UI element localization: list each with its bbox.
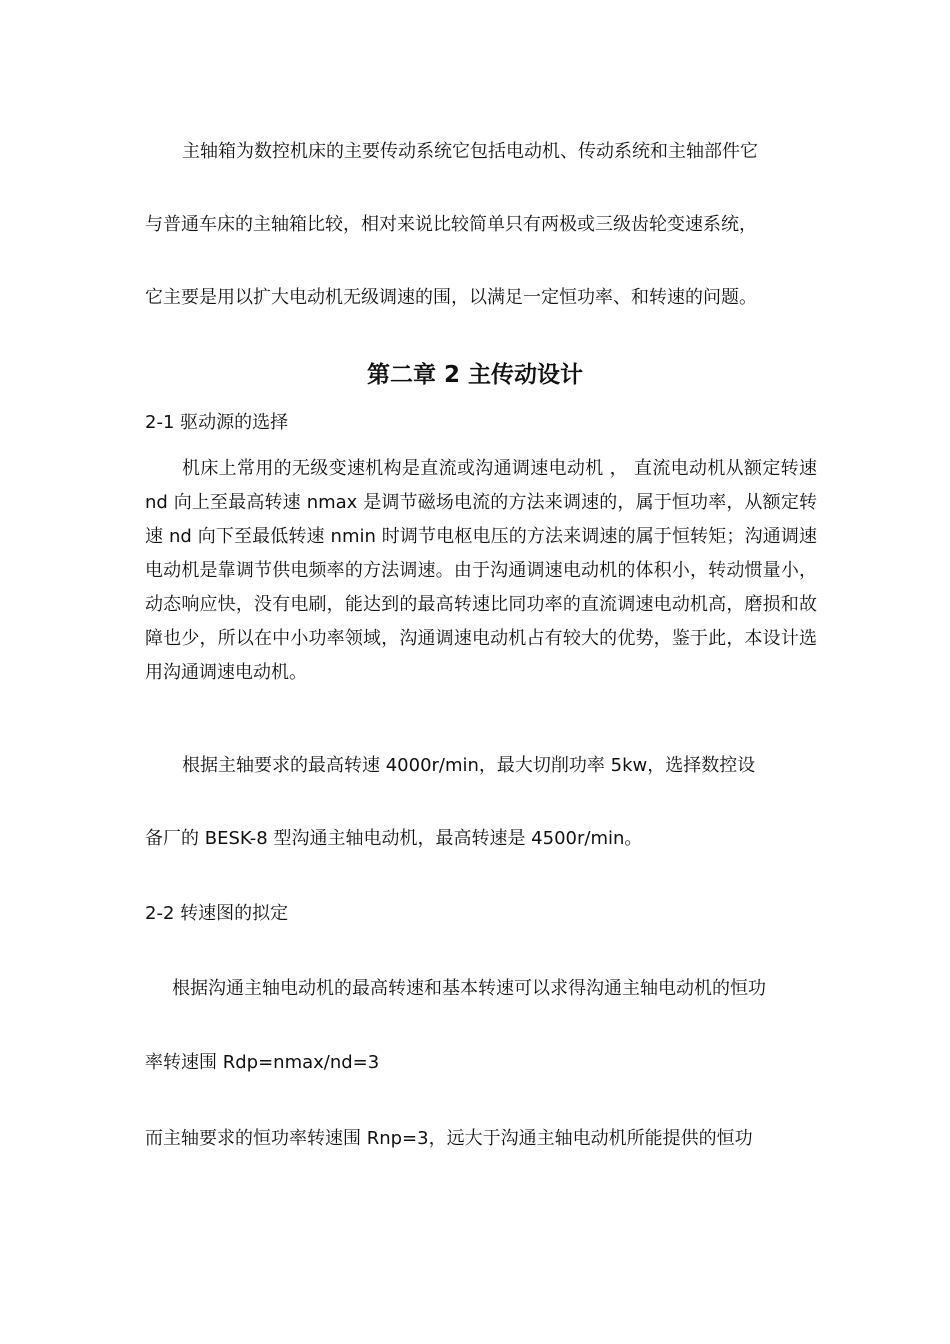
intro-line-3: 它主要是用以扩大电动机无级调速的围，以满足一定恒功率、和转速的问题。 [145, 287, 757, 308]
speed-diagram-line-3: 而主轴要求的恒功率转速围 Rnp=3，远大于沟通主轴电动机所能提供的恒功 [145, 1128, 753, 1149]
intro-line-2: 与普通车床的主轴箱比较，相对来说比较简单只有两极或三级齿轮变速系统， [145, 214, 757, 235]
section-heading-2-1: 2-1 驱动源的选择 [145, 412, 289, 433]
motor-selection-line-2: 备厂的 BESK-8 型沟通主轴电动机，最高转速是 4500r/min。 [145, 828, 643, 849]
motor-selection-line-1: 根据主轴要求的最高转速 4000r/min，最大切削功率 5kw，选择数控设 [182, 755, 756, 776]
drive-source-paragraph: 机床上常用的无级变速机构是直流或沟通调速电动机 ， 直流电动机从额定转速 nd 向上至最高转速 nmax 是调节磁场电流的方法来调速的，属于恒功率，从额定转速 nd 向下至最低转速 nmin 时调节电枢电压的方法来调速的属于恒转矩；沟通调速电动机是靠调节供电频率的方法调速。由于沟通调速电动机的体积小，转动惯量小，动态响应快，没有电刷，能达到的最高转速比同功率的直流调速电动机高，磨损和故障也少，所以在中小功率领域，沟通调速电动机占有较大的优势，鉴于此，本设计选用沟通调速电动机。 [145, 458, 817, 683]
intro-line-1: 主轴箱为数控机床的主要传动系统它包括电动机、传动系统和主轴部件它 [182, 141, 758, 162]
speed-diagram-line-2: 率转速围 Rdp=nmax/nd=3 [145, 1052, 380, 1073]
chapter-title: 第二章 2 主传动设计 [366, 362, 584, 388]
section-heading-2-2: 2-2 转速图的拟定 [145, 903, 289, 924]
speed-diagram-line-1: 根据沟通主轴电动机的最高转速和基本转速可以求得沟通主轴电动机的恒功 [172, 978, 766, 999]
